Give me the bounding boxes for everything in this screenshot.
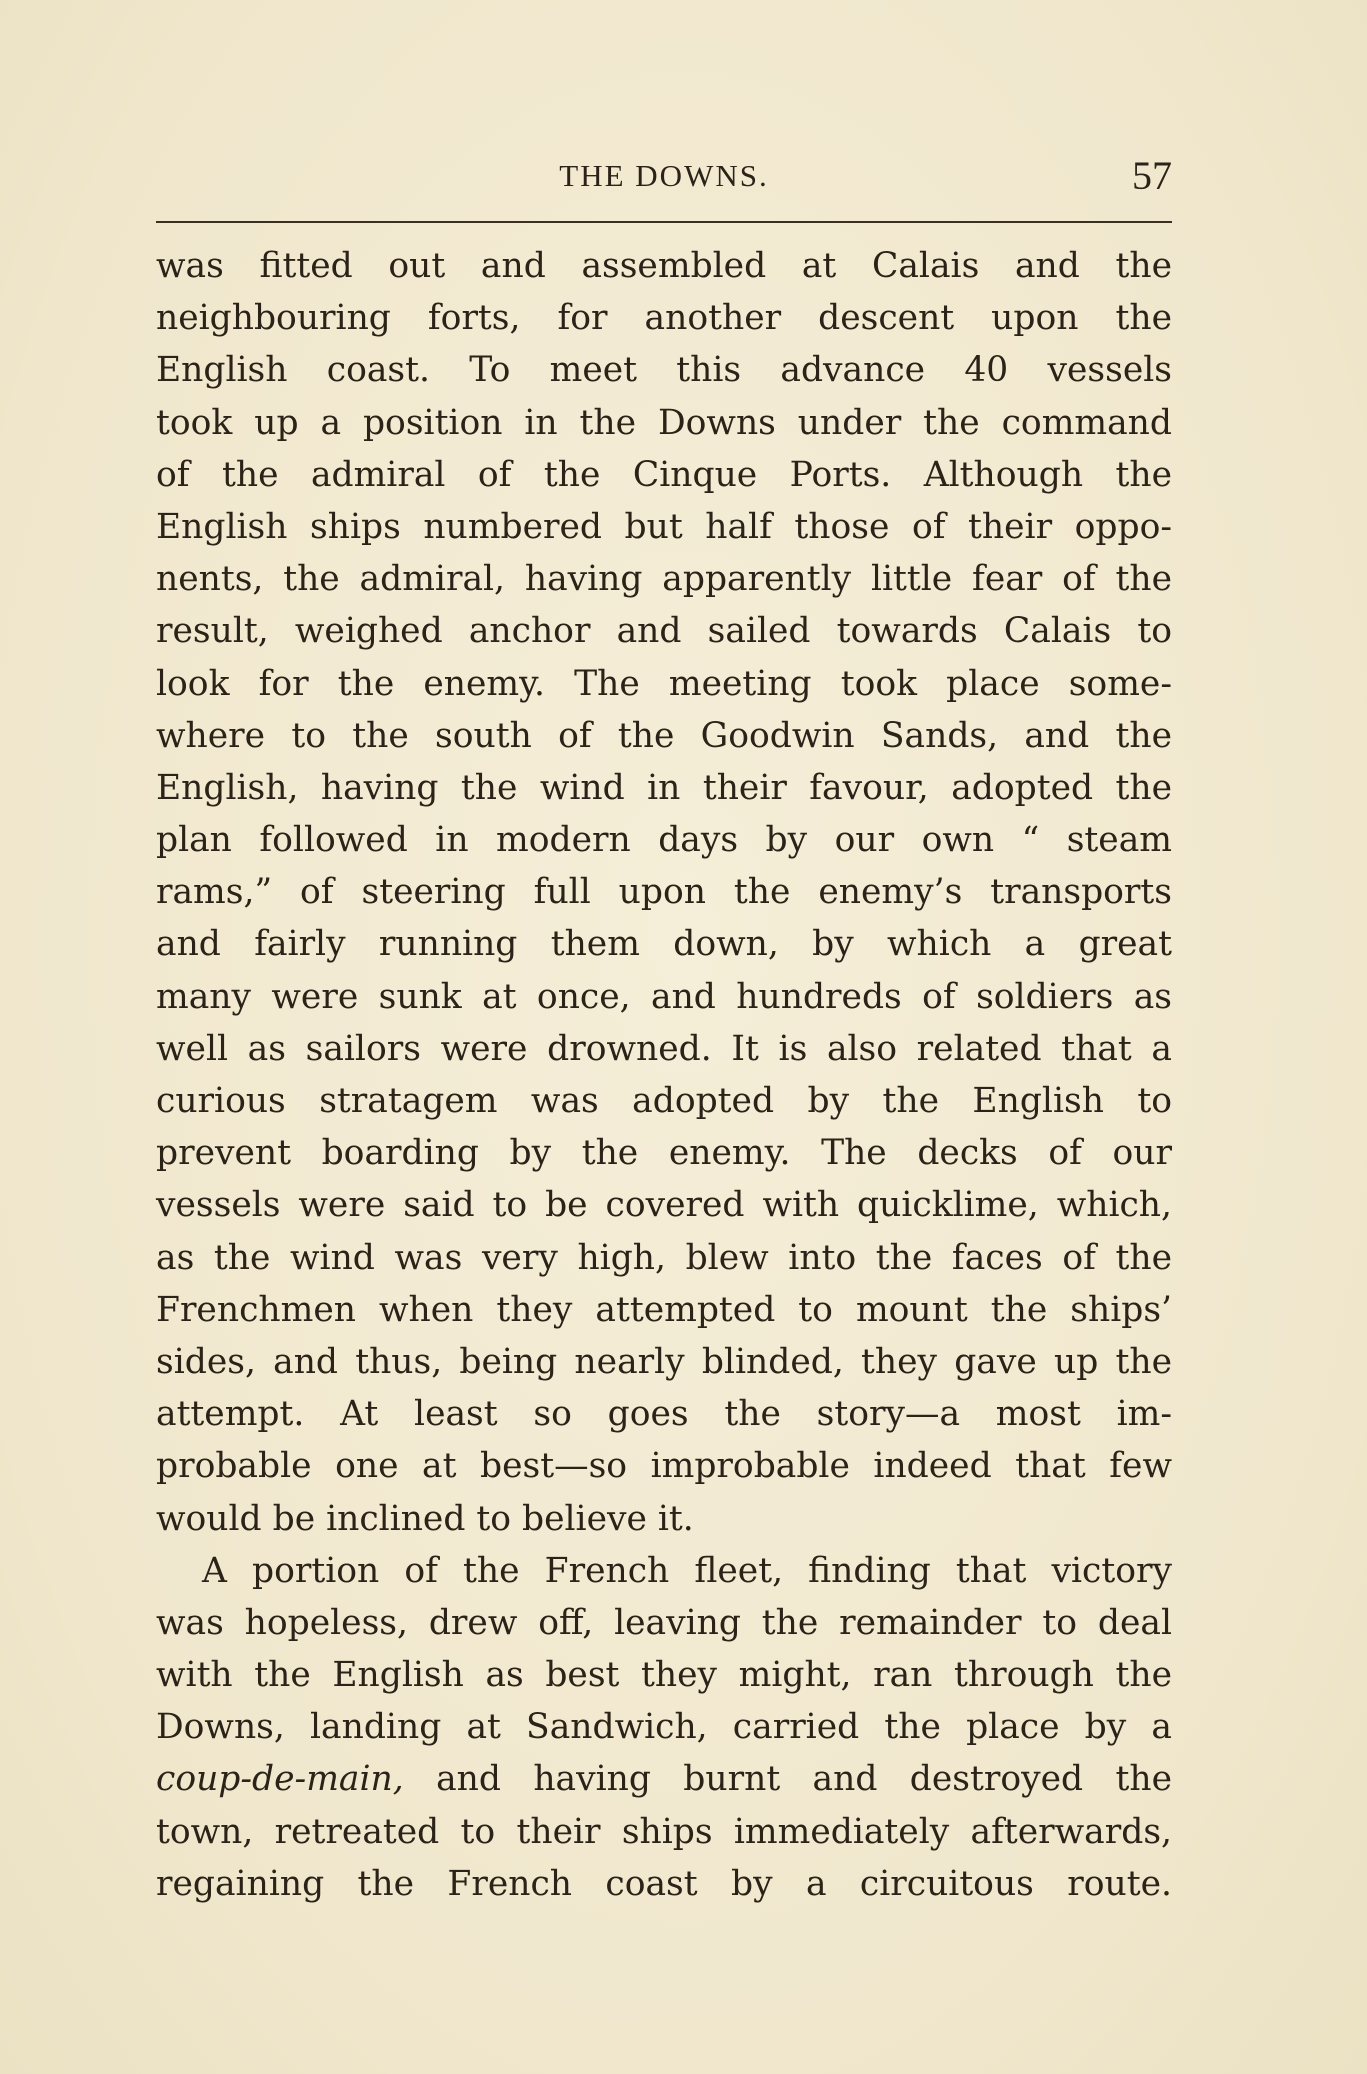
- text-line: rams,” of steering full upon the enemy’s transports: [156, 872, 1172, 913]
- text-line: probable one at best—so improbable indeed that few: [156, 1446, 1172, 1487]
- text-line: curious stratagem was adopted by the English to: [156, 1081, 1172, 1121]
- page-number: 57: [1132, 153, 1172, 198]
- text-line: well as sailors were drowned. It is also related that a: [156, 1028, 1172, 1069]
- text-line: and fairly running them down, by which a great: [156, 924, 1172, 965]
- text-line: sides, and thus, being nearly blinded, they gave up the: [156, 1341, 1172, 1382]
- text-line: was fitted out and assembled at Calais and the: [156, 246, 1172, 286]
- text-line: was hopeless, drew off, leaving the remainder to deal: [156, 1602, 1172, 1643]
- italic-phrase: coup-de-main,: [156, 1759, 404, 1800]
- page-header: [156, 150, 1172, 210]
- text-line: neighbouring forts, for another descent upon the: [156, 298, 1172, 339]
- text-line: English ships numbered but half those of their oppo-: [156, 506, 1172, 547]
- text-line: Downs, landing at Sandwich, carried the place by a: [156, 1707, 1172, 1748]
- text-line: with the English as best they might, ran through the: [156, 1655, 1172, 1696]
- text-line-italic: [156, 1753, 1172, 1805]
- text-line: English coast. To meet this advance 40 vessels: [156, 350, 1172, 391]
- running-title: THE DOWNS.: [559, 158, 769, 193]
- text-line: regaining the French coast by a circuitous route.: [156, 1863, 1172, 1904]
- text-line: English, having the wind in their favour, adopted the: [156, 767, 1172, 808]
- text-line: plan followed in modern days by our own “ steam: [156, 820, 1172, 861]
- text-line: result, weighed anchor and sailed towards Calais to: [156, 611, 1172, 652]
- text-line: look for the enemy. The meeting took place some-: [156, 663, 1172, 704]
- text-line: prevent boarding by the enemy. The decks of our: [156, 1133, 1172, 1174]
- text-line: where to the south of the Goodwin Sands, and the: [156, 715, 1172, 756]
- body-text: [156, 240, 1172, 1910]
- text-line: of the admiral of the Cinque Ports. Although the: [156, 454, 1172, 495]
- text-line: attempt. At least so goes the story—a most im-: [156, 1394, 1172, 1435]
- paragraph-end-line: would be inclined to believe it.: [156, 1498, 694, 1539]
- text-line-rest: and having burnt and destroyed the: [403, 1759, 1172, 1800]
- text-line: as the wind was very high, blew into the faces of the: [156, 1237, 1172, 1278]
- text-line: vessels were said to be covered with quicklime, which,: [156, 1185, 1172, 1226]
- text-line: nents, the admiral, having apparently little fear of the: [156, 559, 1172, 600]
- text-line: many were sunk at once, and hundreds of soldiers as: [156, 976, 1172, 1017]
- paragraph-start-line: A portion of the French fleet, finding that victory: [202, 1550, 1172, 1591]
- text-line: town, retreated to their ships immediately afterwards,: [156, 1811, 1172, 1852]
- text-line: took up a position in the Downs under the command: [156, 402, 1172, 443]
- text-line: Frenchmen when they attempted to mount the ships’: [156, 1289, 1172, 1330]
- header-rule: [156, 221, 1172, 223]
